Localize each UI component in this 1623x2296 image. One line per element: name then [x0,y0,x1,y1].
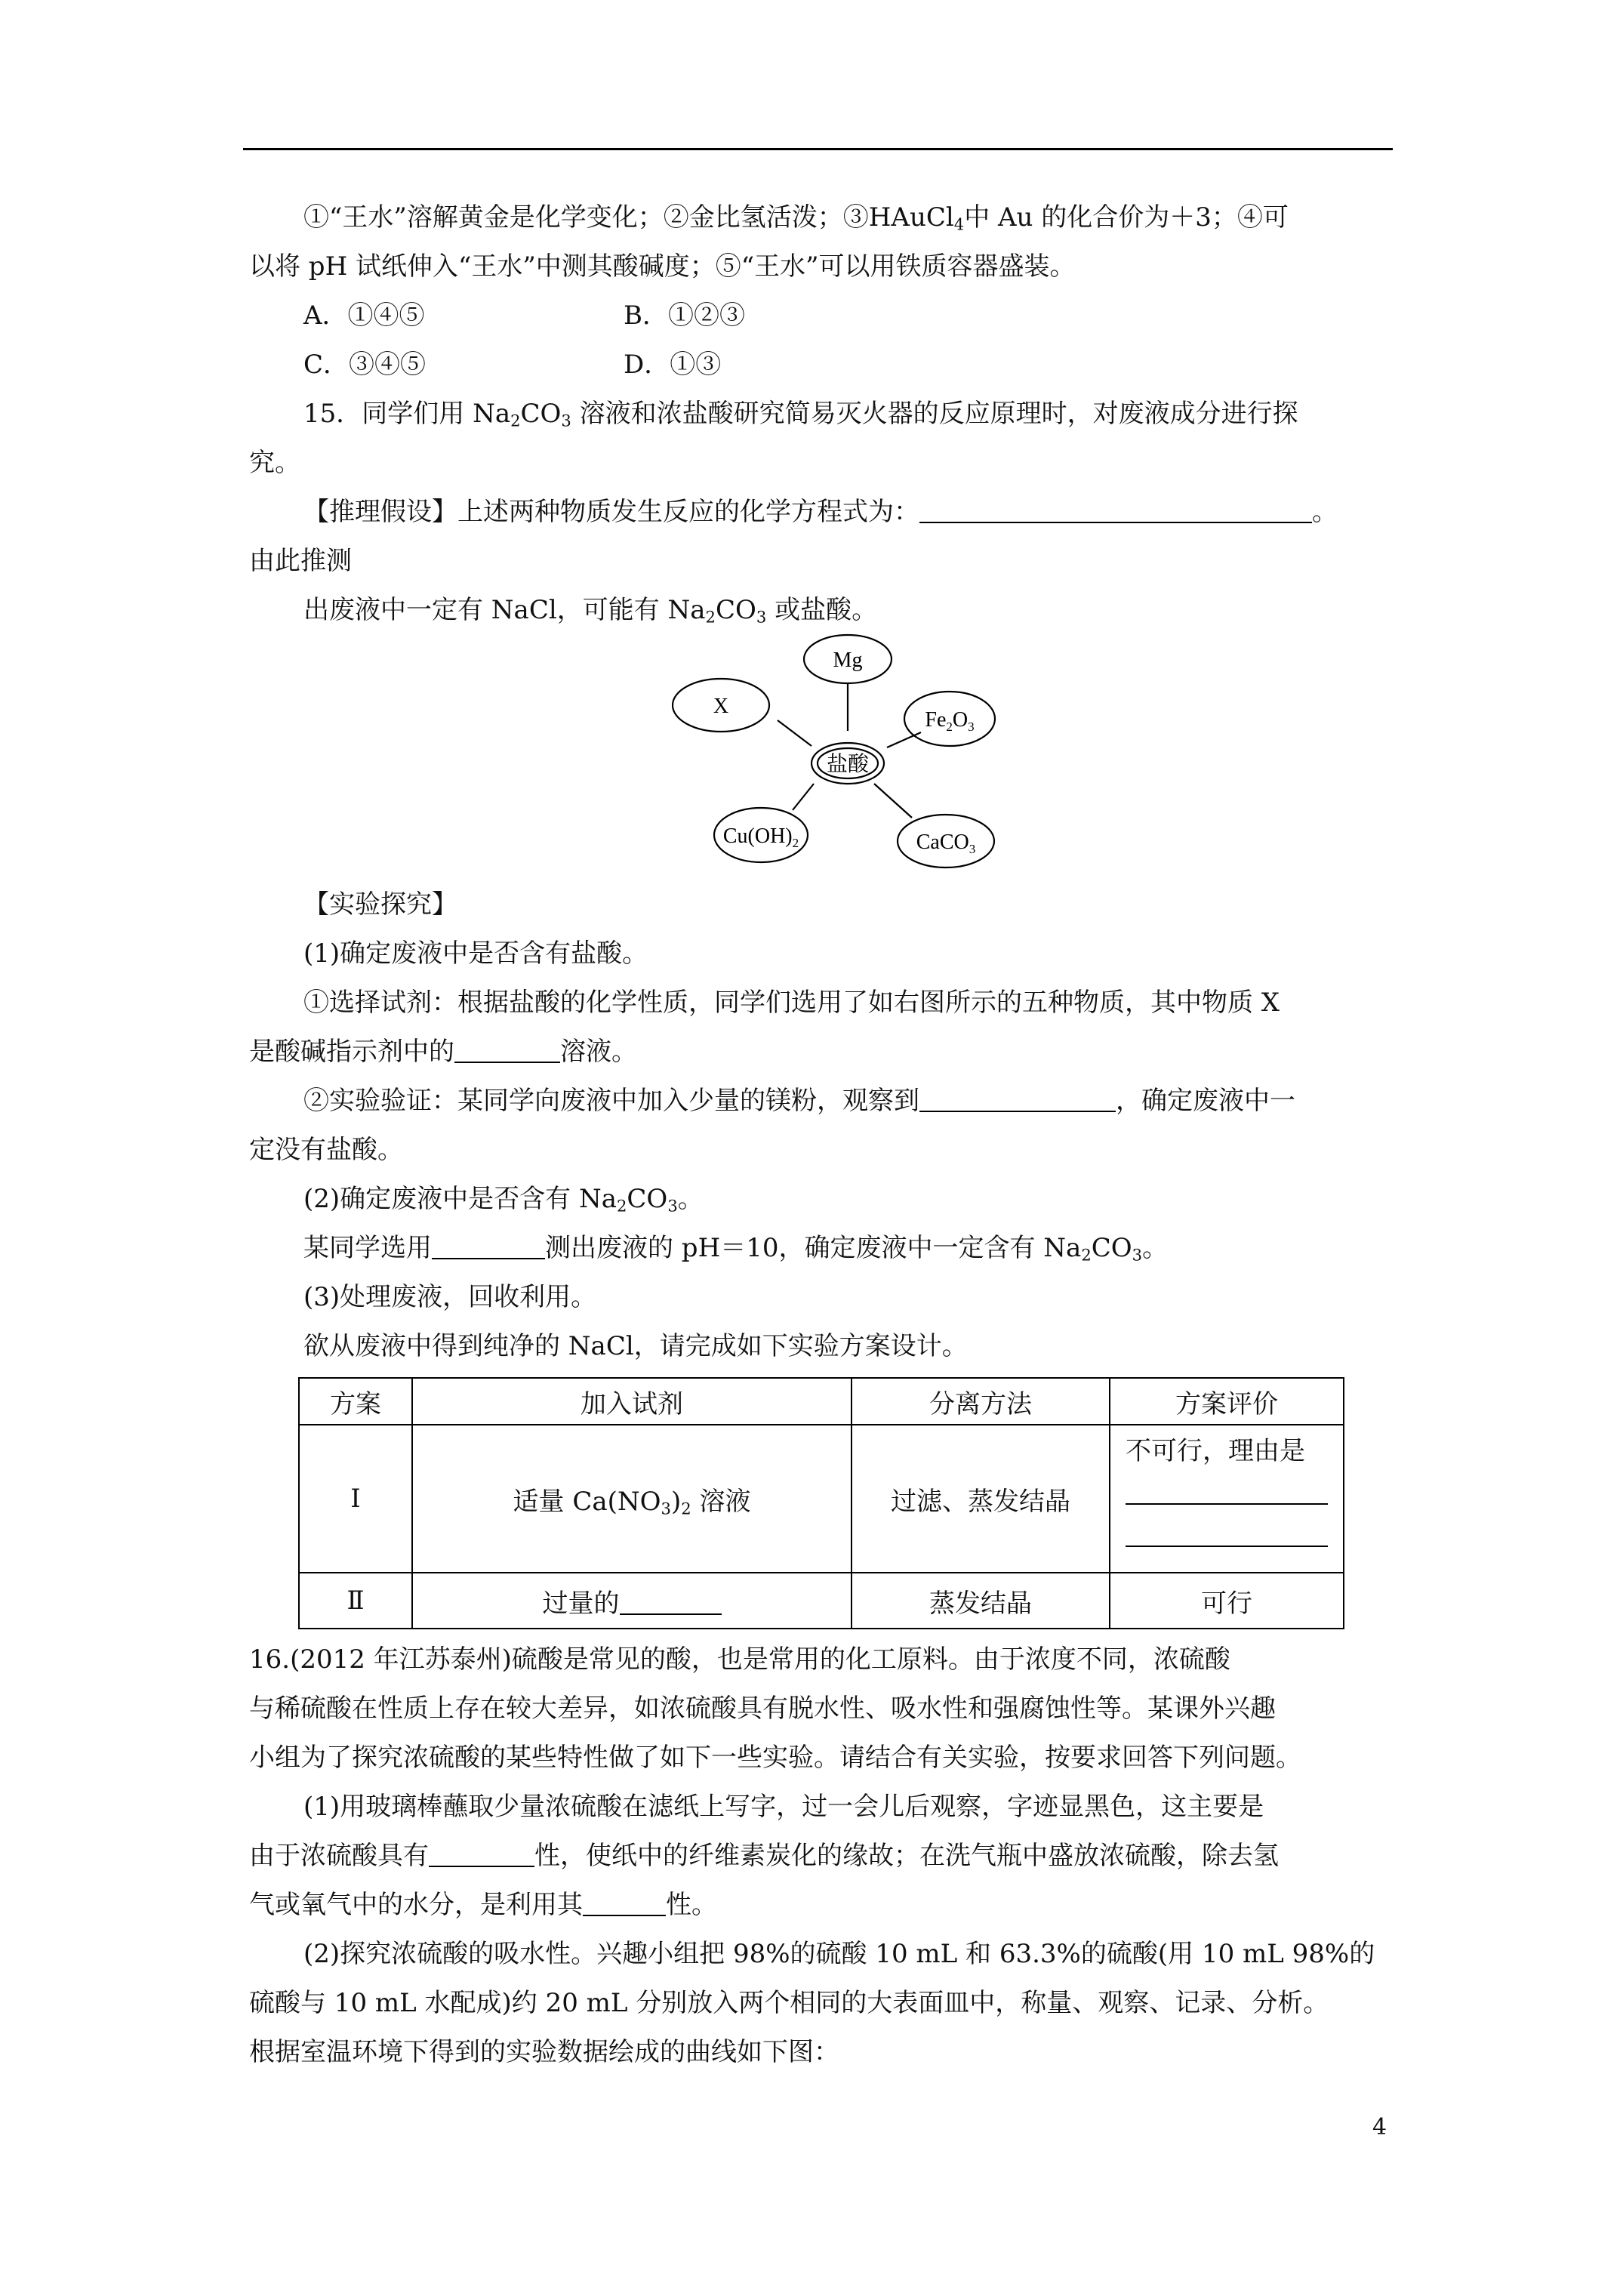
ph-tool-answer-blank[interactable] [432,1235,545,1259]
q16-part2-line3: 根据室温环境下得到的实验数据绘成的曲线如下图： [249,2037,839,2067]
link-caco3 [874,784,912,818]
q16-line2: 与稀硫酸在性质上存在较大差异，如浓硫酸具有脱水性、吸水性和强腐蚀性等。某课外兴趣 [249,1693,1276,1724]
indicator-answer-blank[interactable] [454,1039,560,1063]
q15-experiment-label: 【实验探究】 [303,889,457,920]
q14-option-a: A．①④⑤ [303,300,425,331]
label-x: X [713,695,729,718]
plan-table [298,1377,1344,1629]
node-fe2o3 [904,692,995,746]
evaluation-text: 不可行，理由是 [1126,1436,1305,1466]
q15-hypothesis-line1: 【推理假设】上述两种物质发生反应的化学方程式为： 。 [303,497,1338,527]
plan-number: Ⅰ [299,1425,412,1573]
method-cell: 蒸发结晶 [852,1573,1110,1629]
header-rule [243,148,1393,150]
q14-option-b: B．①②③ [624,300,745,331]
plan-number: Ⅱ [299,1573,412,1629]
q15-hypothesis-line2: 由此推测 [249,546,352,576]
q15-part2-title: (2)确定废液中是否含有 $Na_2CO_3$。 [303,1184,704,1216]
reagent-cell: 过量的 [412,1573,852,1629]
label-center: 盐酸 [826,753,870,776]
q15-part1-b-line1: ②实验验证：某同学向废液中加入少量的镁粉，观察到 ，确定废液中一 [303,1086,1295,1116]
link-x [778,720,812,746]
q15-hypothesis-line3: 出废液中一定有 NaCl，可能有 $Na_2CO_3$ 或盐酸。 [303,595,878,627]
q16-part1-line2: 由于浓硫酸具有 性，使纸中的纤维素炭化的缘故；在洗气瓶中盛放浓硫酸，除去氢 [249,1841,1279,1871]
q14-statements-line1: ①“王水”溶解黄金是化学变化；②金比氢活泼；③HAuCl$_4$中 Au 的化合价为＋3；④可 [303,202,1289,234]
method-cell: 过滤、蒸发结晶 [852,1425,1110,1573]
label-mg: Mg [833,649,863,672]
q15-part1-b-line2: 定没有盐酸。 [249,1135,403,1165]
q14-statements-line2: 以将 pH 试纸伸入“王水”中测其酸碱度；⑤“王水”可以用铁质容器盛装。 [249,251,1076,282]
q14-option-d: D．①③ [624,350,722,380]
q15-part2-line: 某同学选用 测出废液的 pH＝10，确定废液中一定含有 $Na_2CO_3$。 [303,1233,1169,1265]
table-header: 方案评价 [1110,1378,1344,1425]
q16-part2-line1: (2)探究浓硫酸的吸水性。兴趣小组把 98%的硫酸 10 mL 和 63.3%的硫酸(用 10 mL 98%的 [303,1939,1375,1969]
evaluation-cell [1110,1425,1344,1573]
q16-part1-line3: 气或氧气中的水分，是利用其 性。 [249,1890,717,1920]
hydrochloric-acid-properties-diagram [672,633,1034,882]
table-row [299,1425,1344,1573]
equation-answer-blank[interactable] [919,499,1312,523]
label-cuoh2: $Cu(OH)_2$ [722,824,799,850]
link-cuoh2 [793,784,814,810]
table-header: 方案 [299,1378,412,1425]
q15-part1-title: (1)确定废液中是否含有盐酸。 [303,938,648,969]
observation-answer-blank[interactable] [919,1088,1116,1112]
table-row [299,1573,1344,1629]
reason-answer-blank[interactable] [1126,1505,1328,1547]
reagent-answer-blank[interactable] [620,1591,722,1615]
link-fe2o3 [887,732,921,747]
evaluation-cell: 可行 [1110,1573,1344,1629]
q15-part1-a-line2: 是酸碱指示剂中的 溶液。 [249,1037,637,1067]
reagent-cell: 适量 $Ca(NO_3)_2$ 溶液 [412,1425,852,1573]
page-number: 4 [1372,2114,1387,2140]
q15-part3-line: 欲从废液中得到纯净的 NaCl，请完成如下实验方案设计。 [303,1331,968,1361]
q16-part1-line1: (1)用玻璃棒蘸取少量浓硫酸在滤纸上写字，过一会儿后观察，字迹显黑色，这主要是 [303,1792,1264,1822]
dehydration-answer-blank[interactable] [429,1843,534,1867]
table-header: 分离方法 [852,1378,1110,1425]
table-header: 加入试剂 [412,1378,852,1425]
q14-option-c: C．③④⑤ [303,350,427,380]
q16-line3: 小组为了探究浓硫酸的某些特性做了如下一些实验。请结合有关实验，按要求回答下列问题。 [249,1743,1301,1773]
q16-part2-line2: 硫酸与 10 mL 水配成)约 20 mL 分别放入两个相同的大表面皿中，称量、观察、记录、分析。 [249,1988,1329,2018]
q15-part1-a-line1: ①选择试剂：根据盐酸的化学性质，同学们选用了如右图所示的五种物质，其中物质 X [303,988,1280,1018]
label-caco3: CaCO$_3$ [916,831,976,856]
table-header-row [299,1378,1344,1425]
reason-answer-blank[interactable] [1126,1467,1328,1505]
q15-intro-line2: 究。 [249,448,300,478]
q16-line1: 16.(2012 年江苏泰州)硫酸是常见的酸，也是常用的化工原料。由于浓度不同，浓硫酸 [249,1644,1230,1675]
q15-intro-line1: 15．同学们用 $Na_2CO_3$ 溶液和浓盐酸研究简易灭火器的反应原理时，对废液成分进行探 [303,399,1298,430]
label-fe2o3: $Fe_2O_3$ [925,708,975,734]
q15-part3-title: (3)处理废液，回收利用。 [303,1282,597,1312]
absorption-answer-blank[interactable] [583,1892,666,1916]
